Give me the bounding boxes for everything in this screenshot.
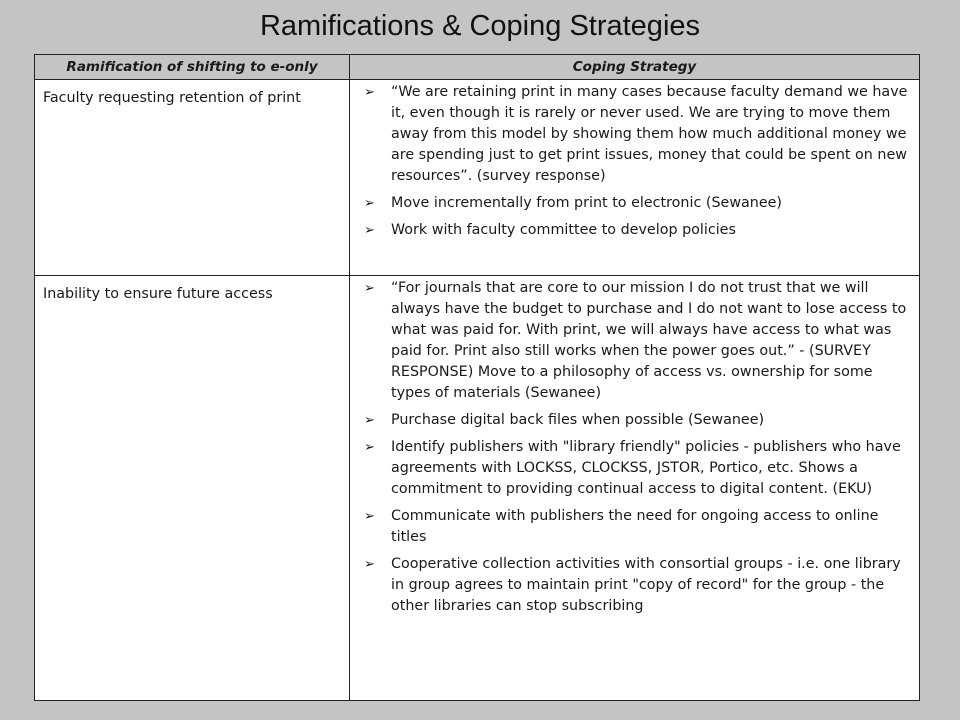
strategy-text: “We are retaining print in many cases because faculty demand we have it, even though it is rarely or never used. We are trying to move them away from this model by showing them how much additional money we are spending just to get print issues, money that could be spent on new resources”. (survey response) bbox=[391, 84, 908, 184]
arrowhead-bullet-icon: ➢ bbox=[364, 440, 375, 455]
ramification-cell: Inability to ensure future access bbox=[35, 276, 350, 701]
strategy-text: Purchase digital back files when possible (Sewanee) bbox=[391, 412, 765, 428]
list-item bbox=[364, 410, 909, 431]
strategy-list bbox=[364, 278, 909, 617]
ramifications-table bbox=[34, 54, 920, 701]
list-item bbox=[364, 220, 909, 241]
arrowhead-bullet-icon: ➢ bbox=[364, 223, 375, 238]
arrowhead-bullet-icon: ➢ bbox=[364, 509, 375, 524]
list-item bbox=[364, 193, 909, 214]
strategy-list bbox=[364, 82, 909, 241]
list-item bbox=[364, 554, 909, 617]
arrowhead-bullet-icon: ➢ bbox=[364, 196, 375, 211]
header-ramification: Ramification of shifting to e-only bbox=[35, 55, 350, 80]
strategy-text: Work with faculty committee to develop policies bbox=[391, 222, 736, 238]
list-item bbox=[364, 82, 909, 187]
header-coping-strategy: Coping Strategy bbox=[350, 55, 920, 80]
strategy-text: “For journals that are core to our mission I do not trust that we will always have the budget to purchase and I do not want to lose access to what was paid for. With print, we will always have access to what was paid for. Print also still works when the power goes out.” - (SURVEY RESPONSE) Move to a philosophy of access vs. ownership for some types of materials (Sewanee) bbox=[391, 280, 907, 401]
arrowhead-bullet-icon: ➢ bbox=[364, 557, 375, 572]
table-row bbox=[35, 276, 920, 701]
page-title: Ramifications & Coping Strategies bbox=[259, 10, 701, 42]
list-item bbox=[364, 506, 909, 548]
arrowhead-bullet-icon: ➢ bbox=[364, 281, 375, 296]
strategy-cell bbox=[350, 276, 920, 701]
ramification-cell: Faculty requesting retention of print bbox=[35, 80, 350, 276]
list-item bbox=[364, 437, 909, 500]
strategy-text: Cooperative collection activities with consortial groups - i.e. one library in group agrees to maintain print "copy of record" for the group - the other libraries can stop subscribing bbox=[391, 556, 901, 614]
strategy-text: Move incrementally from print to electronic (Sewanee) bbox=[391, 195, 782, 211]
strategy-text: Identify publishers with "library friendly" policies - publishers who have agreements with LOCKSS, CLOCKSS, JSTOR, Portico, etc. Shows a commitment to providing continual access to digital content. (EKU) bbox=[391, 439, 901, 497]
table-row bbox=[35, 80, 920, 276]
arrowhead-bullet-icon: ➢ bbox=[364, 413, 375, 428]
arrowhead-bullet-icon: ➢ bbox=[364, 85, 375, 100]
strategy-cell bbox=[350, 80, 920, 276]
table-header-row bbox=[35, 55, 920, 80]
list-item bbox=[364, 278, 909, 404]
strategy-text: Communicate with publishers the need for ongoing access to online titles bbox=[391, 508, 879, 545]
